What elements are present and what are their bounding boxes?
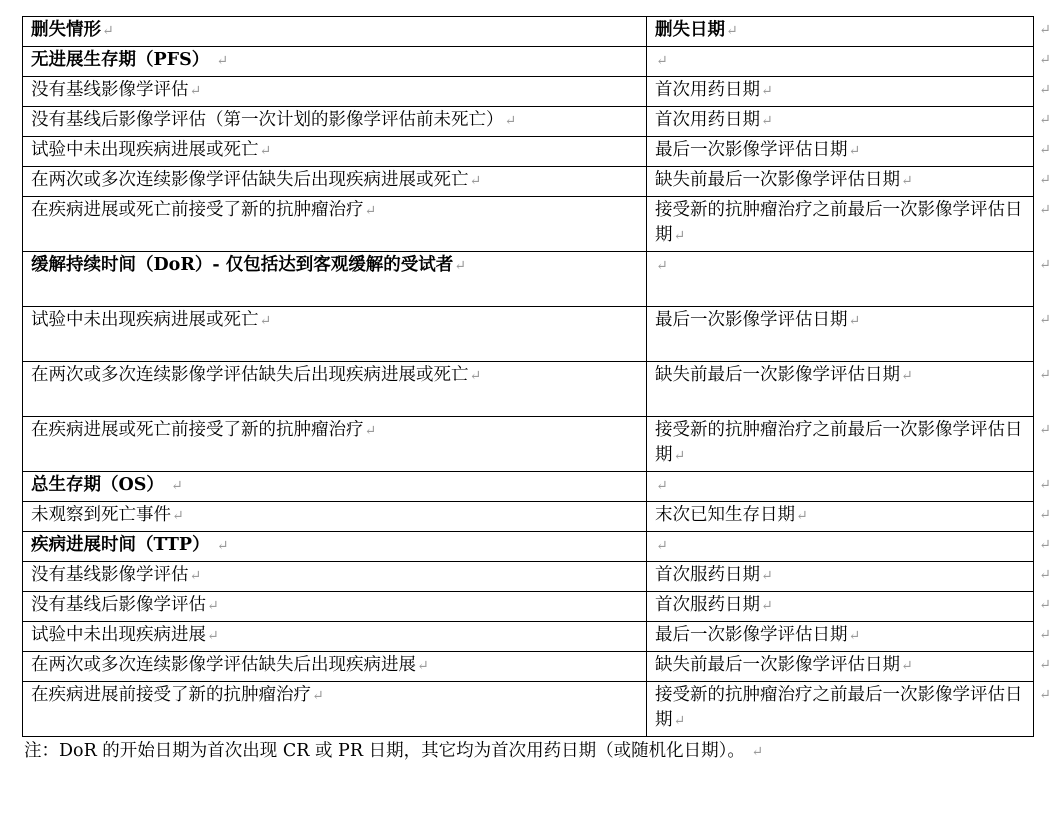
paragraph-mark: ↵ <box>848 143 861 159</box>
cell-date <box>647 107 1034 137</box>
condition-text: 试验中未出现疾病进展或死亡 <box>31 140 259 160</box>
cell-date <box>647 197 1034 252</box>
paragraph-mark: ↵ <box>454 258 466 274</box>
row-end-mark: ↵ <box>1039 111 1051 128</box>
date-text: 最后一次影像学评估日期 <box>655 140 848 160</box>
table-row <box>23 307 1034 362</box>
date-text: 最后一次影像学评估日期 <box>655 625 848 645</box>
row-end-mark: ↵ <box>1039 656 1051 673</box>
censoring-rules-table <box>22 16 1034 737</box>
cell-date <box>647 417 1034 472</box>
date-text: 首次用药日期 <box>655 110 760 130</box>
paragraph-mark: ↵ <box>656 53 668 69</box>
paragraph-mark: ↵ <box>726 23 738 39</box>
paragraph-mark: ↵ <box>761 113 773 129</box>
section-title: 疾病进展时间（TTP） <box>31 535 210 555</box>
row-end-mark: ↵ <box>1039 201 1051 218</box>
paragraph-mark: ↵ <box>761 568 773 584</box>
footnote <box>22 738 1058 765</box>
date-text: 最后一次影像学评估日期 <box>655 310 848 330</box>
cell-condition <box>23 307 647 362</box>
section-title: 总生存期（OS） <box>31 475 164 495</box>
condition-text: 在两次或多次连续影像学评估缺失后出现疾病进展 <box>31 655 416 675</box>
table-row <box>23 107 1034 137</box>
table-header-row <box>23 17 1034 47</box>
row-end-mark: ↵ <box>1039 81 1051 98</box>
cell-condition <box>23 532 647 562</box>
paragraph-mark: ↵ <box>312 688 324 704</box>
table-row <box>23 502 1034 532</box>
cell-condition <box>23 197 647 252</box>
cell-condition <box>23 47 647 77</box>
table-row <box>23 137 1034 167</box>
cell-date <box>647 562 1034 592</box>
paragraph-mark: ↵ <box>170 478 183 494</box>
cell-condition <box>23 592 647 622</box>
row-end-mark: ↵ <box>1039 256 1051 273</box>
paragraph-mark: ↵ <box>189 568 202 584</box>
paragraph-mark: ↵ <box>102 23 114 39</box>
paragraph-mark: ↵ <box>364 423 377 439</box>
paragraph-mark: ↵ <box>751 744 764 760</box>
header-cell-condition <box>23 17 647 47</box>
row-end-mark: ↵ <box>1039 536 1051 553</box>
cell-date <box>647 682 1034 737</box>
table-row <box>23 197 1034 252</box>
cell-date <box>647 77 1034 107</box>
paragraph-mark: ↵ <box>216 53 229 69</box>
document-page <box>22 16 1058 765</box>
row-end-mark: ↵ <box>1039 476 1051 493</box>
paragraph-mark: ↵ <box>189 83 202 99</box>
row-end-mark: ↵ <box>1039 596 1051 613</box>
table-row <box>23 77 1034 107</box>
condition-text: 在疾病进展前接受了新的抗肿瘤治疗 <box>31 685 311 705</box>
paragraph-mark: ↵ <box>656 258 668 274</box>
cell-date <box>647 592 1034 622</box>
paragraph-mark: ↵ <box>901 368 913 384</box>
cell-condition <box>23 682 647 737</box>
cell-condition <box>23 502 647 532</box>
date-text: 首次服药日期 <box>655 565 760 585</box>
row-end-mark: ↵ <box>1039 311 1051 328</box>
date-text: 接受新的抗肿瘤治疗之前最后一次影像学评估日期 <box>655 420 1023 465</box>
date-text: 末次已知生存日期 <box>655 505 795 525</box>
cell-date <box>647 137 1034 167</box>
cell-date <box>647 362 1034 417</box>
table-row <box>23 472 1034 502</box>
cell-condition <box>23 652 647 682</box>
cell-condition <box>23 167 647 197</box>
date-text: 接受新的抗肿瘤治疗之前最后一次影像学评估日期 <box>655 685 1023 730</box>
table-row <box>23 592 1034 622</box>
table-row <box>23 532 1034 562</box>
condition-text: 试验中未出现疾病进展或死亡 <box>31 310 259 330</box>
paragraph-mark: ↵ <box>673 713 686 729</box>
cell-date <box>647 252 1034 307</box>
cell-date <box>647 622 1034 652</box>
condition-text: 在两次或多次连续影像学评估缺失后出现疾病进展或死亡 <box>31 170 469 190</box>
table-row <box>23 562 1034 592</box>
paragraph-mark: ↵ <box>673 228 686 244</box>
date-text: 接受新的抗肿瘤治疗之前最后一次影像学评估日期 <box>655 200 1023 245</box>
condition-text: 未观察到死亡事件 <box>31 505 171 525</box>
table-row <box>23 652 1034 682</box>
condition-text: 没有基线后影像学评估 <box>31 595 206 615</box>
section-title: 缓解持续时间（DoR）- 仅包括达到客观缓解的受试者 <box>31 255 454 275</box>
cell-condition <box>23 362 647 417</box>
paragraph-mark: ↵ <box>259 313 272 329</box>
paragraph-mark: ↵ <box>796 508 808 524</box>
paragraph-mark: ↵ <box>656 478 668 494</box>
row-end-mark: ↵ <box>1039 51 1051 68</box>
table-row <box>23 362 1034 417</box>
condition-text: 在疾病进展或死亡前接受了新的抗肿瘤治疗 <box>31 200 364 220</box>
paragraph-mark: ↵ <box>848 313 861 329</box>
condition-text: 试验中未出现疾病进展 <box>31 625 206 645</box>
row-end-mark: ↵ <box>1039 686 1051 703</box>
cell-condition <box>23 107 647 137</box>
condition-text: 没有基线影像学评估 <box>31 565 189 585</box>
paragraph-mark: ↵ <box>259 143 272 159</box>
row-end-mark: ↵ <box>1039 421 1051 438</box>
paragraph-mark: ↵ <box>673 448 686 464</box>
cell-date <box>647 47 1034 77</box>
cell-condition <box>23 417 647 472</box>
condition-text: 在疾病进展或死亡前接受了新的抗肿瘤治疗 <box>31 420 364 440</box>
paragraph-mark: ↵ <box>469 173 482 189</box>
paragraph-mark: ↵ <box>207 598 219 614</box>
cell-date <box>647 532 1034 562</box>
paragraph-mark: ↵ <box>504 113 517 129</box>
paragraph-mark: ↵ <box>469 368 482 384</box>
row-end-mark: ↵ <box>1039 366 1051 383</box>
row-end-mark: ↵ <box>1039 141 1051 158</box>
cell-condition <box>23 77 647 107</box>
table-row <box>23 47 1034 77</box>
date-text: 缺失前最后一次影像学评估日期 <box>655 655 900 675</box>
cell-condition <box>23 622 647 652</box>
paragraph-mark: ↵ <box>172 508 184 524</box>
cell-condition <box>23 137 647 167</box>
date-text: 缺失前最后一次影像学评估日期 <box>655 170 900 190</box>
row-end-mark: ↵ <box>1039 171 1051 188</box>
table-row <box>23 252 1034 307</box>
date-text: 首次用药日期 <box>655 80 760 100</box>
paragraph-mark: ↵ <box>216 538 229 554</box>
section-title: 无进展生存期（PFS） <box>31 50 210 70</box>
paragraph-mark: ↵ <box>901 173 913 189</box>
paragraph-mark: ↵ <box>901 658 913 674</box>
cell-date <box>647 167 1034 197</box>
table-row <box>23 167 1034 197</box>
cell-condition <box>23 562 647 592</box>
paragraph-mark: ↵ <box>364 203 377 219</box>
cell-date <box>647 502 1034 532</box>
header-date-text: 删失日期 <box>655 20 725 40</box>
condition-text: 没有基线后影像学评估（第一次计划的影像学评估前未死亡） <box>31 110 504 130</box>
paragraph-mark: ↵ <box>761 598 773 614</box>
paragraph-mark: ↵ <box>656 538 668 554</box>
condition-text: 在两次或多次连续影像学评估缺失后出现疾病进展或死亡 <box>31 365 469 385</box>
cell-condition <box>23 472 647 502</box>
table-row <box>23 622 1034 652</box>
row-end-mark: ↵ <box>1039 566 1051 583</box>
cell-date <box>647 652 1034 682</box>
table-row <box>23 417 1034 472</box>
row-end-mark: ↵ <box>1039 21 1051 38</box>
paragraph-mark: ↵ <box>761 83 773 99</box>
cell-condition <box>23 252 647 307</box>
paragraph-mark: ↵ <box>207 628 219 644</box>
row-end-mark: ↵ <box>1039 626 1051 643</box>
paragraph-mark: ↵ <box>417 658 429 674</box>
row-end-mark: ↵ <box>1039 506 1051 523</box>
condition-text: 没有基线影像学评估 <box>31 80 189 100</box>
date-text: 首次服药日期 <box>655 595 760 615</box>
header-condition-text: 删失情形 <box>31 20 101 40</box>
date-text: 缺失前最后一次影像学评估日期 <box>655 365 900 385</box>
cell-date <box>647 307 1034 362</box>
table-row <box>23 682 1034 737</box>
paragraph-mark: ↵ <box>848 628 861 644</box>
cell-date <box>647 472 1034 502</box>
footnote-text: 注：DoR 的开始日期为首次出现 CR 或 PR 日期，其它均为首次用药日期（或随机化日期）。 <box>24 741 745 761</box>
header-cell-date <box>647 17 1034 47</box>
